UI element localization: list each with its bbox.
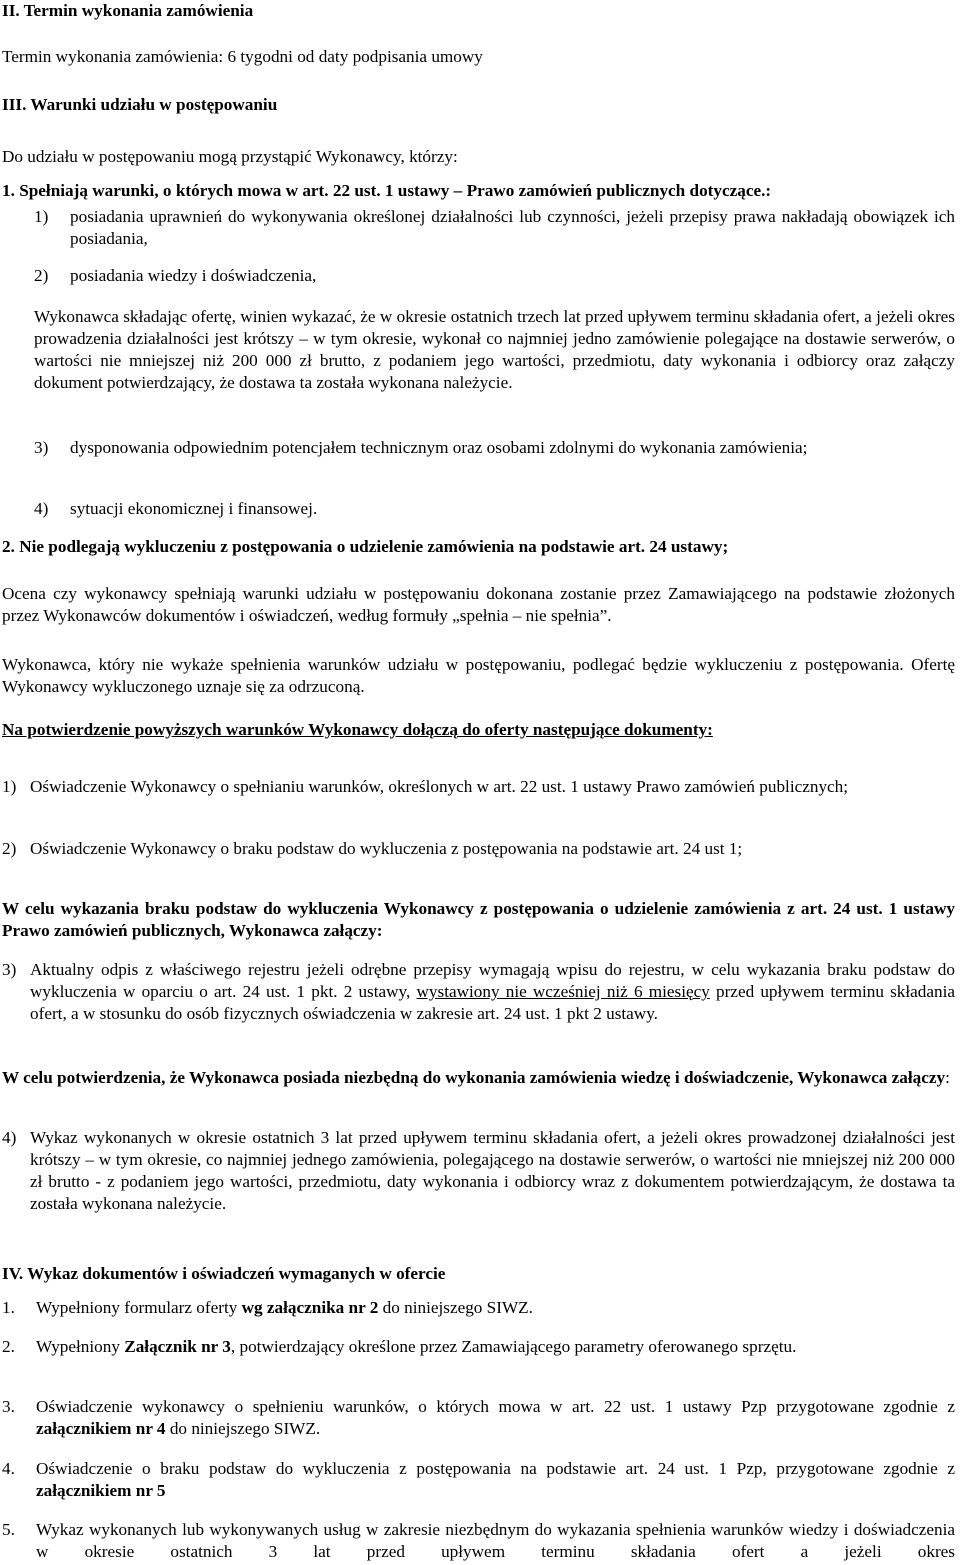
document-item-2 [2,838,955,860]
experience-heading-text: W celu potwierdzenia, że Wykonawca posiada niezbędną do wykonania zamówienia wiedzę i doświadczenie, Wykonawca załączy [2,1068,946,1087]
document-item-3 [2,959,955,1025]
item-text-part: Oświadczenie wykonawcy o spełnieniu warunków, o których mowa w art. 22 ust. 1 ustawy Pzp przygotowane zgodnie z [36,1397,955,1416]
assessment-paragraph: Ocena czy wykonawcy spełniają warunki udziału w postępowaniu dokonana zostanie przez Zamawiającego na podstawie złożonych przez Wykonawców dokumentów i oświadczeń, według formuły „spełnia – nie spełnia”. [2,584,955,625]
item-number: 3. [2,1397,15,1416]
item-text: posiadania uprawnień do wykonywania określonej działalności lub czynności, jeżeli przepisy prawa nakładają obowiązek ich posiadania, [70,207,955,248]
item-text: Wykaz wykonanych lub wykonywanych usług w zakresie niezbędnym do wykazania spełnienia warunków wiedzy i doświadczenia w okresie ostatnich 3 lat przed upływem terminu składania ofert a jeżeli okres [36,1520,955,1561]
item-text: Wykaz wykonanych w okresie ostatnich 3 lat przed upływem terminu składania ofert, a jeżeli okres prowadzonej działalności jest krótszy – w tym okresie, co najmniej jednego zamówienia, polegającego na dostawie serwerów, o wartości nie mniejszej niż 200 000 zł brutto - z podaniem jego wartości, przedmiotu, daty wykonania i odbiorcy wraz z dokumentem potwierdzającym, że dostawa ta została wykonana należycie. [30,1128,955,1213]
item-number: 3) [2,960,17,979]
section-4-heading: IV. Wykaz dokumentów i oświadczeń wymaganych w ofercie [2,1264,446,1283]
point-1-heading: 1. Spełniają warunki, o których mowa w art. 22 ust. 1 ustawy – Prawo zamówień publicznych dotyczące.: [2,181,772,200]
item-text [36,1336,955,1358]
section-2-heading: II. Termin wykonania zamówienia [2,1,254,20]
attachment-ref: załącznikiem nr 4 [36,1419,166,1438]
offer-document-5 [2,1519,955,1563]
item-number: 2. [2,1337,15,1356]
item-number: 1) [2,777,17,796]
point-2-heading: 2. Nie podlegają wykluczeniu z postępowania o udzielenie zamówienia na podstawie art. 24 ustawy; [2,537,729,556]
exclusion-documents-heading: W celu wykazania braku podstaw do wykluczenia Wykonawcy z postępowania o udzielenie zamówienia z art. 24 ust. 1 ustawy Prawo zamówień publicznych, Wykonawca załączy: [2,899,955,940]
item-number: 4) [34,499,49,518]
item-text [36,1458,955,1502]
item-text: Oświadczenie Wykonawcy o braku podstaw do wykluczenia z postępowania na podstawie art. 24 ust 1; [30,839,743,858]
item-text [36,1297,955,1319]
validity-period: wystawiony nie wcześniej niż 6 miesięcy [416,982,710,1001]
section-3-intro: Do udziału w postępowaniu mogą przystąpić Wykonawcy, którzy: [2,147,458,166]
item-text: Oświadczenie Wykonawcy o spełnianiu warunków, określonych w art. 22 ust. 1 ustawy Prawo zamówień publicznych; [30,777,849,796]
condition-item-4 [34,498,955,520]
item-text-part: do niniejszego SIWZ. [378,1298,533,1317]
item-number: 4. [2,1459,15,1478]
attachment-ref: wg załącznika nr 2 [241,1298,379,1317]
experience-documents-heading [2,1067,955,1089]
item-text [30,959,955,1025]
item-number: 2) [2,839,17,858]
item-text: dysponowania odpowiednim potencjałem technicznym oraz osobami zdolnymi do wykonania zamówienia; [70,438,808,457]
offer-document-3 [2,1396,955,1440]
attachment-ref: załącznikiem nr 5 [36,1481,166,1500]
item-text-part: do niniejszego SIWZ. [165,1419,321,1438]
condition-item-3 [34,437,955,459]
item-text-part: Oświadczenie o braku podstaw do wykluczenia z postępowania na podstawie art. 24 ust. 1 Pzp, przygotowane zgodnie z [36,1459,955,1478]
condition-item-2 [34,265,955,287]
offer-document-1 [2,1297,955,1319]
item-number: 1. [2,1298,15,1317]
section-2-text: Termin wykonania zamówienia: 6 tygodni od daty podpisania umowy [2,47,483,66]
item-text-part: , potwierdzający określone przez Zamawiającego parametry oferowanego sprzętu. [230,1337,797,1356]
item-number: 2) [34,266,49,285]
item-text: posiadania wiedzy i doświadczenia, [70,266,317,285]
condition-item-1 [34,206,955,250]
item-text-part: przed upływem terminu składania ofert, a w stosunku do osób fizycznych oświadczenia w zakresie art. 24 ust. 1 pkt 2 ustawy. [30,982,955,1023]
offer-document-4 [2,1458,955,1502]
item-text: sytuacji ekonomicznej i finansowej. [70,499,318,518]
item-text-part: Wypełniony formularz oferty [36,1298,242,1317]
item-number: 1) [34,207,49,226]
item-text [36,1396,955,1440]
attachment-ref: Załącznik nr 3 [124,1337,231,1356]
item-number: 5. [2,1520,15,1539]
document-item-1 [2,776,955,798]
exclusion-paragraph: Wykonawca, który nie wykaże spełnienia warunków udziału w postępowaniu, podlegać będzie wykluczeniu z postępowania. Ofertę Wykonawcy wykluczonego uznaje się za odrzuconą. [2,655,955,696]
item-text-part: Aktualny odpis z właściwego rejestru jeżeli odrębne przepisy wymagają wpisu do rejestru, w celu wykazania braku podstaw do wykluczenia w oparciu o art. 24 ust. 1 pkt. 2 ustawy, [30,960,955,1001]
documents-heading: Na potwierdzenie powyższych warunków Wykonawcy dołączą do oferty następujące dokumenty: [2,720,713,739]
item-text-part: Wypełniony [36,1337,125,1356]
experience-heading-colon: : [945,1068,950,1087]
item-number: 3) [34,438,49,457]
document-item-4 [2,1127,955,1215]
offer-document-2 [2,1336,955,1358]
item-number: 4) [2,1128,17,1147]
section-3-heading: III. Warunki udziału w postępowaniu [2,95,278,114]
experience-requirement: Wykonawca składając ofertę, winien wykazać, że w okresie ostatnich trzech lat przed upływem terminu składania ofert, a jeżeli okres prowadzenia działalności jest krótszy – w tym okresie, wykonał co najmniej jedno zamówienie polegające na dostawie serwerów, o wartości nie mniejszej niż 200 000 zł brutto, z podaniem jego wartości, przedmiotu, daty wykonania i odbiorcy oraz załączy dokument potwierdzający, że dostawa ta została wykonana należycie. [34,307,955,392]
